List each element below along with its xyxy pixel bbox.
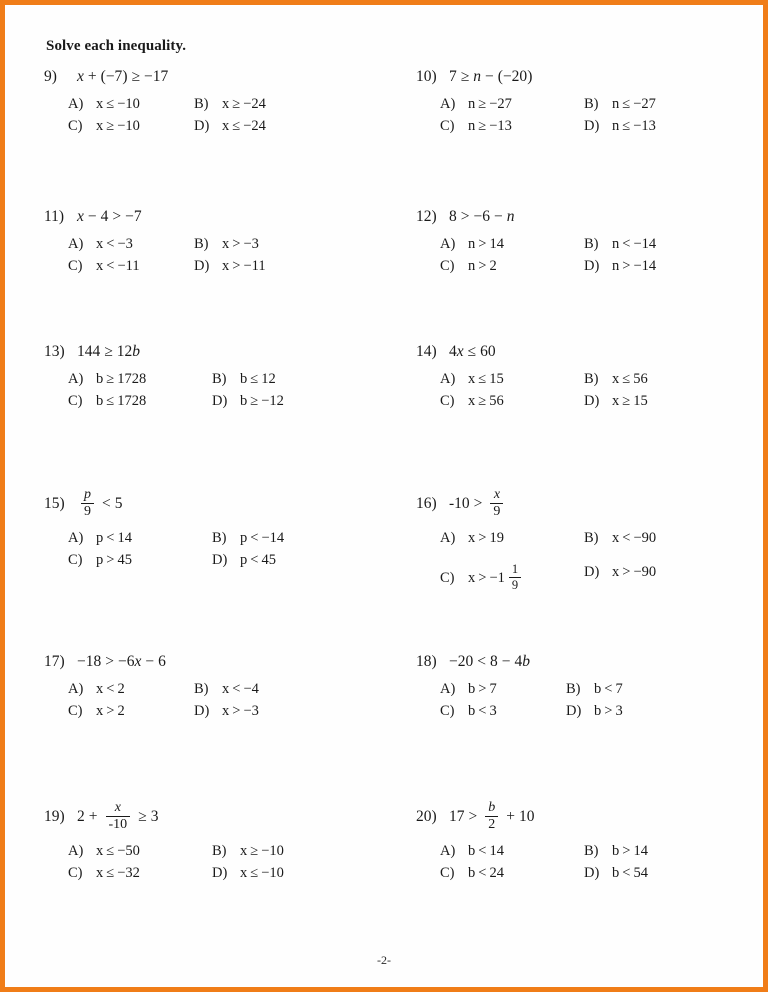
page-number: -2- (377, 953, 391, 967)
choice-group (44, 371, 404, 417)
choice-label: B) (584, 96, 599, 112)
choice-label: C) (440, 393, 455, 409)
choice-label: D) (194, 703, 210, 719)
choice-a[interactable]: A) n ≥ −27 (440, 96, 512, 112)
problem-12 (416, 202, 762, 282)
choice-label: C) (440, 865, 455, 881)
fraction-denominator: 9 (490, 503, 503, 519)
choice-label: A) (440, 681, 456, 697)
problem-15 (44, 482, 404, 576)
choice-label: A) (440, 530, 456, 546)
problem-number: 12) (416, 208, 437, 226)
choice-label: A) (440, 371, 456, 387)
choice-b[interactable]: B) x ≥ −10 (212, 843, 284, 859)
problem-expression: x + ( −7 ) ≥ −17 (77, 68, 169, 86)
problem-19 (44, 795, 404, 889)
choice-c[interactable] (440, 564, 525, 592)
choice-c[interactable]: C) b ≤ 1728 (68, 393, 147, 409)
choice-group (44, 681, 404, 727)
choice-label: D) (584, 865, 600, 881)
fraction (485, 801, 498, 832)
choice-d[interactable]: D) x > −3 (194, 703, 259, 719)
problem-number: 20) (416, 808, 437, 826)
fraction-numerator: x (493, 486, 501, 502)
choice-label: C) (68, 703, 83, 719)
problem-expression: −18 > −6 x − 6 (77, 653, 166, 671)
choice-a[interactable]: A) x ≤ 15 (440, 371, 504, 387)
choice-label: A) (68, 681, 84, 697)
problem-row (6, 62, 762, 202)
choice-c[interactable]: C) n ≥ −13 (440, 118, 512, 134)
choice-d[interactable]: D) b > 3 (566, 703, 623, 719)
choice-d[interactable]: D) x ≥ 15 (584, 393, 648, 409)
choice-a[interactable]: A) x ≤ −10 (68, 96, 140, 112)
fraction-denominator: 2 (485, 816, 498, 832)
choice-b[interactable]: B) p < −14 (212, 530, 285, 546)
choice-b[interactable]: B) b ≤ 12 (212, 371, 276, 387)
problem-row (6, 795, 762, 915)
choice-label: D) (212, 552, 228, 568)
choice-label: B) (194, 681, 209, 697)
choice-a[interactable]: A) n > 14 (440, 236, 504, 252)
problem-9 (44, 62, 404, 142)
choice-b[interactable]: B) x > −3 (194, 236, 259, 252)
problem-expression: 8 > −6 − n (449, 208, 515, 226)
problem-number: 9) (44, 68, 57, 86)
choice-group (44, 236, 404, 282)
choice-group (416, 96, 762, 142)
choice-label: C) (68, 865, 83, 881)
choice-label: A) (68, 371, 84, 387)
worksheet-sheet (6, 6, 762, 986)
choice-b[interactable]: B) x < −4 (194, 681, 259, 697)
problem-stem (416, 62, 762, 92)
problem-number: 18) (416, 653, 437, 671)
choice-c[interactable]: C) x > 2 (68, 703, 125, 719)
problem-stem (44, 337, 404, 367)
choice-c[interactable]: C) x ≥ −10 (68, 118, 140, 134)
choice-d[interactable]: D) x > −90 (584, 564, 657, 580)
problem-13 (44, 337, 404, 417)
choice-label: C) (68, 118, 83, 134)
problem-number: 14) (416, 343, 437, 361)
problem-10 (416, 62, 762, 142)
choice-b[interactable]: B) x ≤ 56 (584, 371, 648, 387)
fraction-denominator: 9 (509, 577, 521, 592)
problem-number: 10) (416, 68, 437, 86)
problem-number: 13) (44, 343, 65, 361)
problem-number: 11) (44, 208, 65, 226)
choice-label: D) (584, 118, 600, 134)
problem-number: 19) (44, 808, 65, 826)
problem-number: 15) (44, 495, 65, 513)
choice-label: A) (440, 236, 456, 252)
problem-expression: 4 x ≤ 60 (449, 343, 496, 361)
choice-label: A) (440, 96, 456, 112)
problem-stem (416, 482, 762, 526)
fraction (490, 488, 503, 519)
choice-d[interactable]: D) n ≤ −13 (584, 118, 656, 134)
choice-d[interactable]: D) x ≤ −10 (212, 865, 284, 881)
choice-group (44, 843, 404, 889)
page-border-bottom (0, 987, 768, 992)
problem-expression: −20 < 8 − 4 b (449, 653, 530, 671)
rhs-value: 3 (150, 808, 159, 826)
fraction-denominator: 9 (81, 503, 94, 519)
problem-11 (44, 202, 404, 282)
page-title: Solve each inequality. (46, 38, 187, 54)
choice-label: A) (440, 843, 456, 859)
problem-stem (416, 337, 762, 367)
choice-label: C) (440, 258, 455, 274)
problem-expression: x − 4 > −7 (77, 208, 142, 226)
choice-label: B) (584, 236, 599, 252)
problem-stem (44, 62, 404, 92)
choice-label: D) (194, 118, 210, 134)
fraction-numerator: p (84, 486, 91, 502)
choice-a[interactable]: A) x > 19 (440, 530, 504, 546)
choice-c[interactable]: C) b < 3 (440, 703, 497, 719)
choice-label: D) (194, 258, 210, 274)
page-border-right (763, 0, 768, 992)
fraction (106, 801, 131, 832)
fraction-numerator: x (114, 799, 121, 815)
choice-label: C) (440, 118, 455, 134)
choice-label: C) (440, 703, 455, 719)
problem-row (6, 337, 762, 482)
choice-d[interactable]: D) n > −14 (584, 258, 657, 274)
problem-stem (44, 795, 404, 839)
choice-d[interactable]: D) b ≥ −12 (212, 393, 284, 409)
rhs-value: 5 (114, 495, 123, 513)
choice-b[interactable]: B) x ≥ −24 (194, 96, 266, 112)
choice-label: B) (212, 530, 227, 546)
choice-label: C) (440, 569, 455, 586)
choice-label: B) (584, 371, 599, 387)
problem-stem (416, 795, 762, 839)
problem-expression: 2 + $\frac{x}{-10}$ ≥ 3 (77, 799, 159, 832)
choice-label: B) (194, 236, 209, 252)
problem-row (6, 202, 762, 337)
choice-a[interactable]: A) p < 14 (68, 530, 132, 546)
page-border-top (0, 0, 768, 5)
problem-stem (44, 482, 404, 526)
problem-16 (416, 482, 762, 602)
choice-label: B) (212, 371, 227, 387)
choice-group (44, 530, 404, 576)
problem-stem (44, 202, 404, 232)
choice-label: A) (68, 236, 84, 252)
choice-b[interactable]: B) b > 14 (584, 843, 648, 859)
choice-label: A) (68, 843, 84, 859)
choice-d[interactable]: D) b < 54 (584, 865, 648, 881)
problem-expression: -10 > $\frac{x}{9}$ (449, 489, 507, 520)
choice-label: D) (584, 393, 600, 409)
choice-label: D) (584, 564, 600, 580)
choice-d[interactable]: D) x > −11 (194, 258, 266, 274)
problem-18 (416, 647, 762, 727)
choice-label: D) (212, 865, 228, 881)
problem-number: 17) (44, 653, 65, 671)
choice-label: A) (68, 530, 84, 546)
choice-label: D) (212, 393, 228, 409)
choice-c[interactable]: C) p > 45 (68, 552, 132, 568)
choice-a[interactable]: A) b > 7 (440, 681, 497, 697)
fraction-numerator: b (488, 799, 496, 815)
choice-c[interactable]: C) x < −11 (68, 258, 140, 274)
choice-label: A) (68, 96, 84, 112)
choice-a[interactable]: A) b < 14 (440, 843, 504, 859)
problem-expression: 144 ≥ 12 b (77, 343, 141, 361)
fraction (509, 563, 521, 591)
choice-group (416, 236, 762, 282)
choice-b[interactable]: B) b < 7 (566, 681, 623, 697)
choice-d[interactable]: D) x ≤ −24 (194, 118, 266, 134)
choice-c[interactable]: C) n > 2 (440, 258, 497, 274)
choice-label: D) (584, 258, 600, 274)
choice-label: B) (584, 843, 599, 859)
choice-b[interactable]: B) x < −90 (584, 530, 657, 546)
choice-a[interactable]: A) x < 2 (68, 681, 125, 697)
choice-label: B) (584, 530, 599, 546)
choice-d[interactable]: D) p < 45 (212, 552, 276, 568)
problem-number: 16) (416, 495, 437, 513)
choice-b[interactable]: B) n < −14 (584, 236, 657, 252)
choice-label: B) (212, 843, 227, 859)
choice-a[interactable]: A) b ≥ 1728 (68, 371, 147, 387)
fraction (81, 488, 94, 519)
choice-c[interactable]: C) b < 24 (440, 865, 504, 881)
choice-c[interactable]: C) x ≥ 56 (440, 393, 504, 409)
choice-b[interactable]: B) n ≤ −27 (584, 96, 656, 112)
problem-stem (416, 647, 762, 677)
choice-a[interactable]: A) x ≤ −50 (68, 843, 140, 859)
problem-stem (44, 647, 404, 677)
choice-label: B) (566, 681, 581, 697)
problem-expression: 7 ≥ n − ( −20 ) (449, 68, 533, 86)
problem-expression: $\frac{p}{9}$ < 5 (77, 489, 123, 520)
fraction-denominator: -10 (106, 816, 131, 832)
choice-label: C) (68, 393, 83, 409)
page-border-left (0, 0, 5, 992)
choice-label: C) (68, 552, 83, 568)
problem-list (6, 62, 762, 915)
choice-label: D) (566, 703, 582, 719)
choice-a[interactable]: A) x < −3 (68, 236, 133, 252)
problem-row (6, 647, 762, 795)
fraction-numerator: 1 (511, 562, 519, 576)
problem-stem (416, 202, 762, 232)
problem-14 (416, 337, 762, 417)
choice-label: B) (194, 96, 209, 112)
lhs-value: -10 (449, 495, 470, 513)
choice-group (416, 371, 762, 417)
problem-row (6, 482, 762, 647)
problem-20 (416, 795, 762, 889)
problem-17 (44, 647, 404, 727)
choice-group (44, 96, 404, 142)
choice-group (416, 843, 762, 889)
choice-group (416, 530, 762, 602)
problem-expression: 17 > $\frac{b}{2}$ + 10 (449, 799, 535, 832)
choice-group (416, 681, 762, 727)
choice-c[interactable]: C) x ≤ −32 (68, 865, 140, 881)
mixed-number: x > −1 $\frac{1}{9}$ (468, 564, 525, 592)
choice-label: C) (68, 258, 83, 274)
